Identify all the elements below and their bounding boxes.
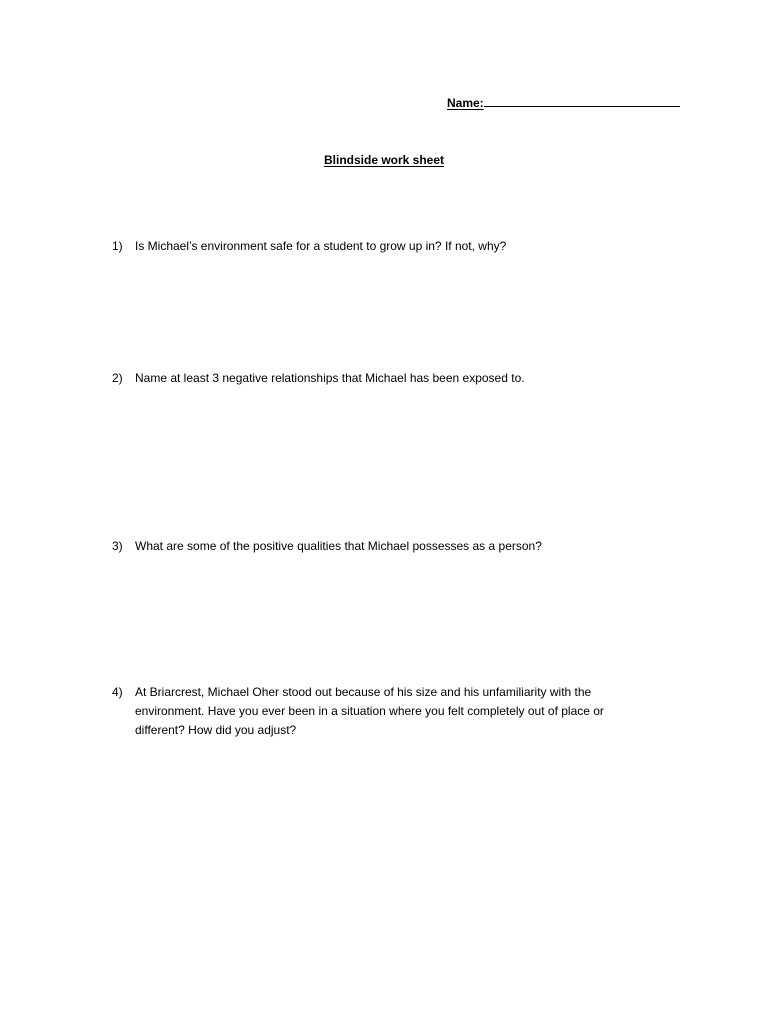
question-text: At Briarcrest, Michael Oher stood out because of his size and his unfamiliarity with the environment. Have you ever been in a situation where you felt completely out of place or different? How did you adjust? <box>135 685 604 737</box>
question-text: Is Michael’s environment safe for a student to grow up in? If not, why? <box>135 239 507 253</box>
question-number: 1) <box>112 239 123 253</box>
name-blank-line[interactable] <box>484 93 680 107</box>
question-2 <box>112 369 652 388</box>
question-number: 2) <box>112 371 123 385</box>
page-title: Blindside work sheet <box>323 153 445 167</box>
question-1 <box>112 237 652 256</box>
question-text: What are some of the positive qualities that Michael possesses as a person? <box>135 539 542 553</box>
question-4 <box>112 683 652 740</box>
question-number: 4) <box>112 685 123 699</box>
question-number: 3) <box>112 539 123 553</box>
name-field <box>447 93 680 111</box>
question-text: Name at least 3 negative relationships that Michael has been exposed to. <box>135 371 525 385</box>
question-3 <box>112 537 652 556</box>
name-label: Name: <box>447 96 484 110</box>
